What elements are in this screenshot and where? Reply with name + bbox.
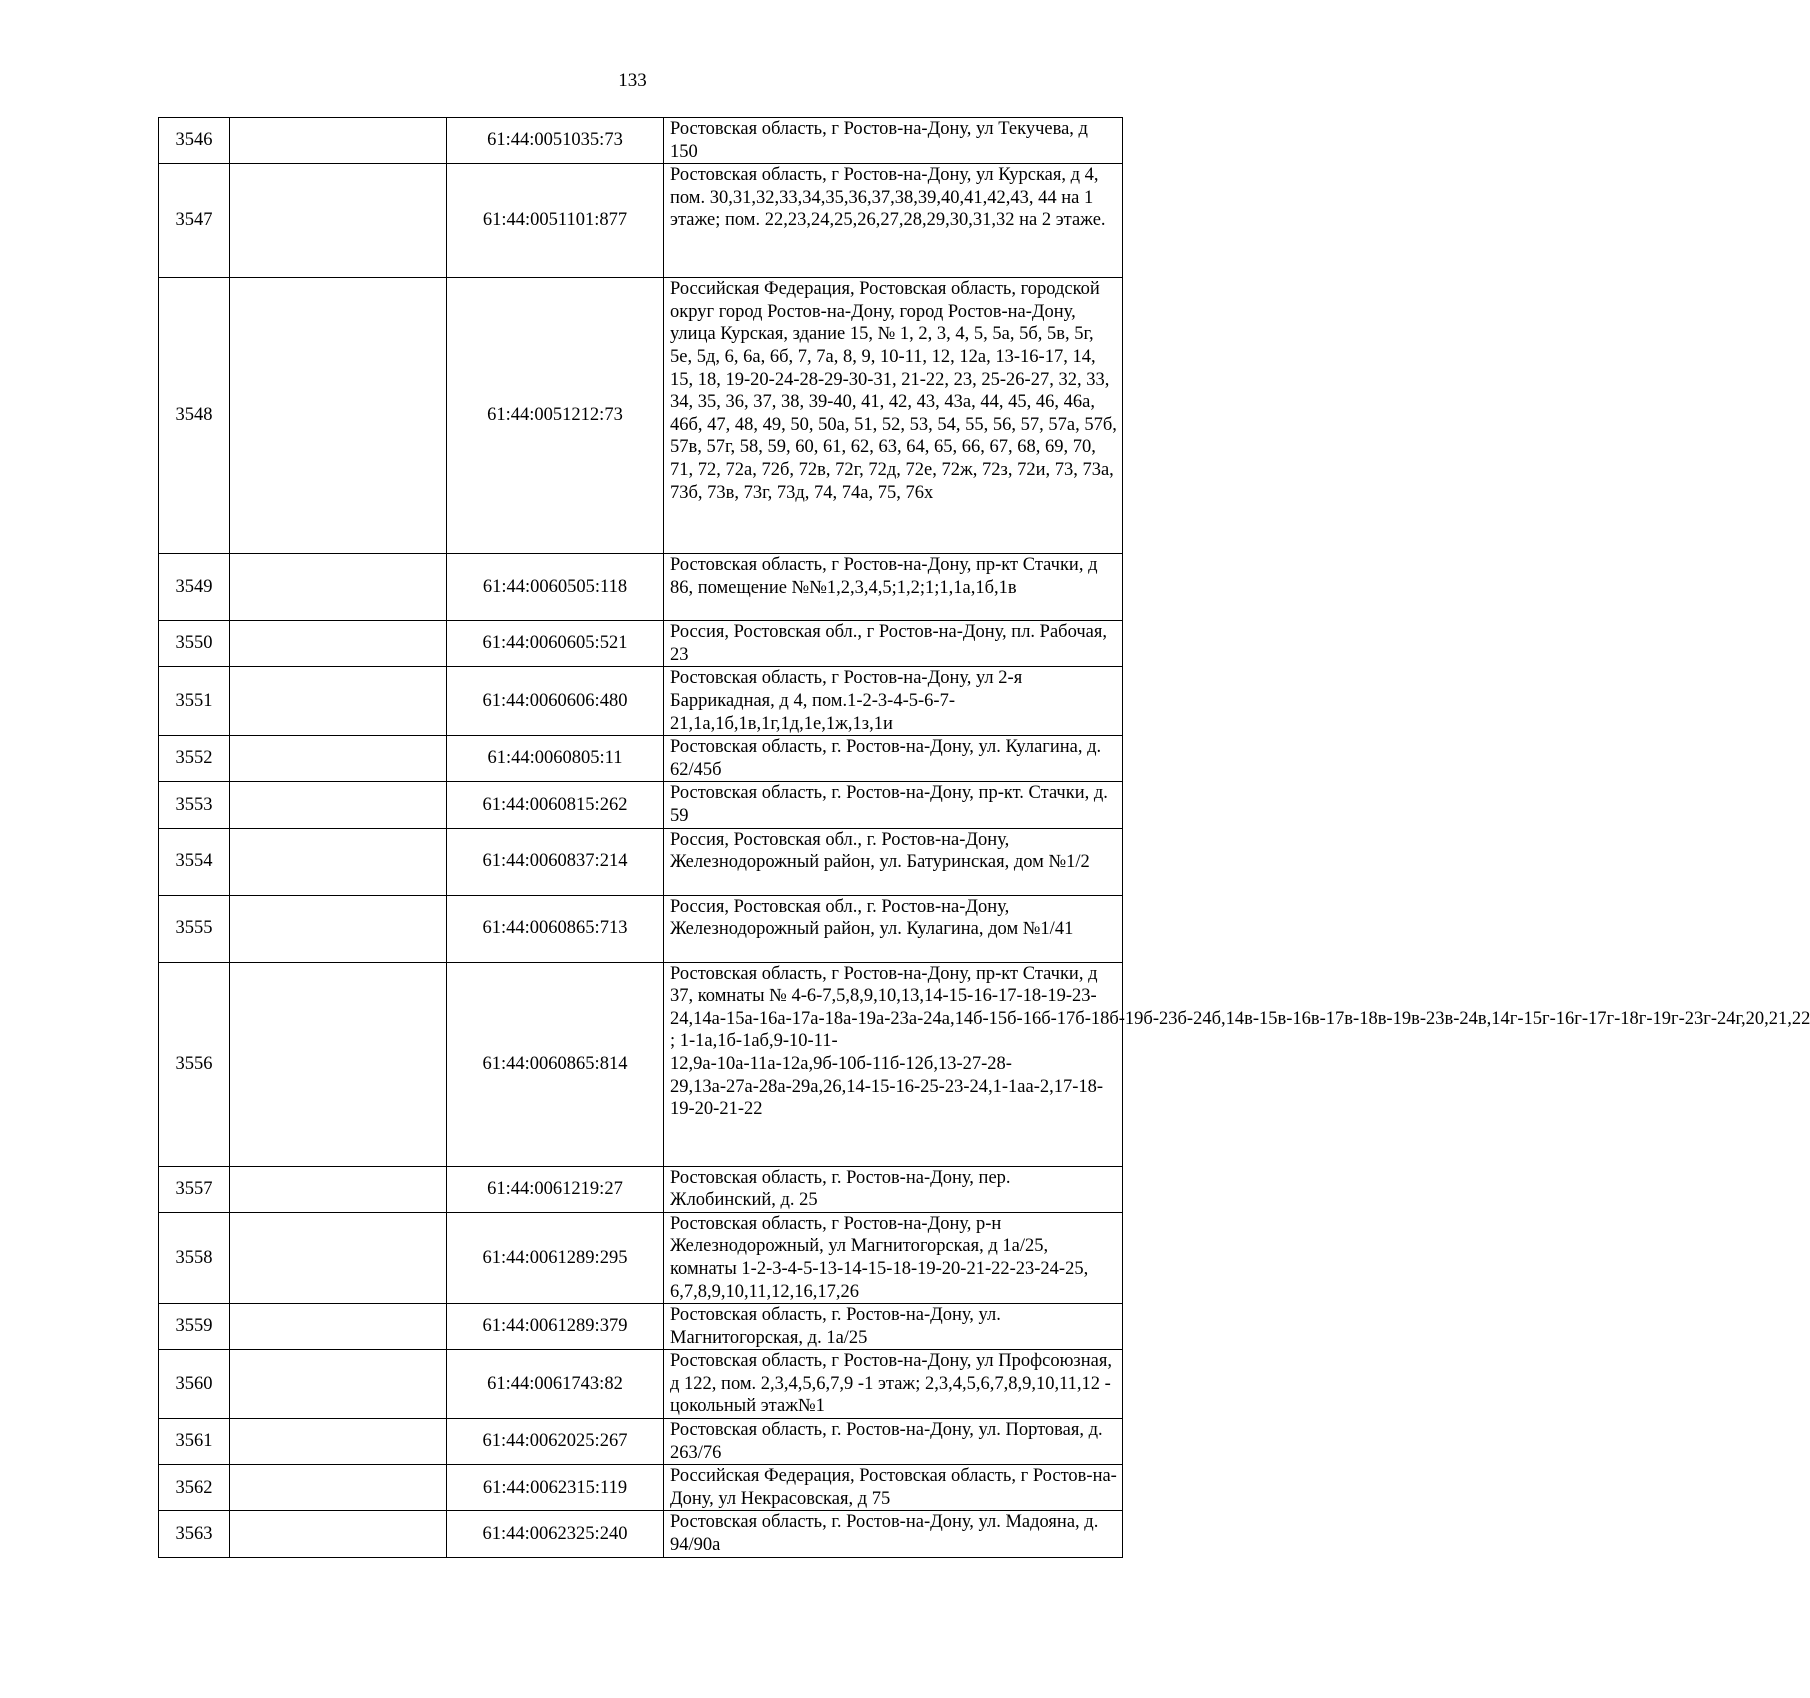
table-row <box>159 1212 1123 1303</box>
cadastral-number-cell: 61:44:0060605:521 <box>447 621 664 667</box>
address-cell: Ростовская область, г. Ростов-на-Дону, ул. Портовая, д. 263/76 <box>664 1419 1123 1465</box>
owner-cell <box>230 1212 447 1303</box>
owner-cell <box>230 828 447 895</box>
address-cell: Ростовская область, г. Ростов-на-Дону, ул. Кулагина, д. 62/45б <box>664 736 1123 782</box>
row-number-cell: 3562 <box>159 1465 230 1511</box>
table-row <box>159 667 1123 736</box>
address-cell: Ростовская область, г. Ростов-на-Дону, ул. Мадояна, д. 94/90а <box>664 1511 1123 1557</box>
address-cell: Ростовская область, г. Ростов-на-Дону, пр-кт. Стачки, д. 59 <box>664 782 1123 828</box>
address-cell: Россия, Ростовская обл., г. Ростов-на-Дону, Железнодорожный район, ул. Кулагина, дом №1/41 <box>664 895 1123 962</box>
address-cell: Ростовская область, г Ростов-на-Дону, ул Текучева, д 150 <box>664 118 1123 164</box>
table-row <box>159 895 1123 962</box>
cadastral-number-cell: 61:44:0062325:240 <box>447 1511 664 1557</box>
row-number-cell: 3548 <box>159 278 230 554</box>
row-number-cell: 3559 <box>159 1304 230 1350</box>
row-number-cell: 3546 <box>159 118 230 164</box>
row-number-cell: 3549 <box>159 554 230 621</box>
table-row <box>159 164 1123 278</box>
table-row <box>159 554 1123 621</box>
page-number: 133 <box>618 70 647 91</box>
owner-cell <box>230 1419 447 1465</box>
table-row <box>159 736 1123 782</box>
cadastral-number-cell: 61:44:0062025:267 <box>447 1419 664 1465</box>
row-number-cell: 3550 <box>159 621 230 667</box>
owner-cell <box>230 895 447 962</box>
row-number-cell: 3547 <box>159 164 230 278</box>
cadastral-number-cell: 61:44:0060837:214 <box>447 828 664 895</box>
row-number-cell: 3554 <box>159 828 230 895</box>
row-number-cell: 3557 <box>159 1166 230 1212</box>
table-row <box>159 118 1123 164</box>
owner-cell <box>230 1465 447 1511</box>
address-cell: Россия, Ростовская обл., г Ростов-на-Дону, пл. Рабочая, 23 <box>664 621 1123 667</box>
owner-cell <box>230 1511 447 1557</box>
owner-cell <box>230 1304 447 1350</box>
cadastral-number-cell: 61:44:0060815:262 <box>447 782 664 828</box>
registry-table <box>158 117 1810 1558</box>
table-row <box>159 1350 1123 1419</box>
owner-cell <box>230 1166 447 1212</box>
table-row <box>159 278 1123 554</box>
row-number-cell: 3552 <box>159 736 230 782</box>
address-cell: Российская Федерация, Ростовская область, городской округ город Ростов-на-Дону, город Ростов-на-Дону, улица Курская, здание 15, № 1, 2, 3, 4, 5, 5а, 5б, 5в, 5г, 5е, 5д, 6, 6а, 6б, 7, 7а, 8, 9, 10-11, 12, 12а, 13-16-17, 14, 15, 18, 19-20-24-28-29-30-31, 21-22, 23, 25-26-27, 32, 33, 34, 35, 36, 37, 38, 39-40, 41, 42, 43, 43а, 44, 45, 46, 46а, 46б, 47, 48, 49, 50, 50а, 51, 52, 53, 54, 55, 56, 57, 57а, 57б, 57в, 57г, 58, 59, 60, 61, 62, 63, 64, 65, 66, 67, 68, 69, 70, 71, 72, 72а, 72б, 72в, 72г, 72д, 72е, 72ж, 72з, 72и, 73, 73а, 73б, 73в, 73г, 73д, 74, 74а, 75, 76х <box>664 278 1123 554</box>
address-cell: Ростовская область, г. Ростов-на-Дону, ул. Магнитогорская, д. 1а/25 <box>664 1304 1123 1350</box>
row-number-cell: 3563 <box>159 1511 230 1557</box>
cadastral-number-cell: 61:44:0061289:295 <box>447 1212 664 1303</box>
address-cell: Ростовская область, г Ростов-на-Дону, пр-кт Стачки, д 86, помещение №№1,2,3,4,5;1,2;1;1,1а,1б,1в <box>664 554 1123 621</box>
table-row <box>159 962 1123 1166</box>
owner-cell <box>230 736 447 782</box>
row-number-cell: 3553 <box>159 782 230 828</box>
owner-cell <box>230 621 447 667</box>
address-cell: Ростовская область, г Ростов-на-Дону, р-н Железнодорожный, ул Магнитогорская, д 1а/25, комнаты 1-2-3-4-5-13-14-15-18-19-20-21-22-23-24-25, 6,7,8,9,10,11,12,16,17,26 <box>664 1212 1123 1303</box>
cadastral-number-cell: 61:44:0051101:877 <box>447 164 664 278</box>
owner-cell <box>230 164 447 278</box>
address-cell: Ростовская область, г Ростов-на-Дону, ул 2-я Баррикадная, д 4, пом.1-2-3-4-5-6-7-21,1а,1б,1в,1г,1д,1е,1ж,1з,1и <box>664 667 1123 736</box>
table-row <box>159 1465 1123 1511</box>
cadastral-number-cell: 61:44:0060505:118 <box>447 554 664 621</box>
address-cell: Ростовская область, г Ростов-на-Дону, ул Курская, д 4, пом. 30,31,32,33,34,35,36,37,38,39,40,41,42,43, 44 на 1 этаже; пом. 22,23,24,25,26,27,28,29,30,31,32 на 2 этаже. <box>664 164 1123 278</box>
table-row <box>159 782 1123 828</box>
cadastral-number-cell: 61:44:0062315:119 <box>447 1465 664 1511</box>
table-row <box>159 1419 1123 1465</box>
table-row <box>159 1511 1123 1557</box>
owner-cell <box>230 667 447 736</box>
cadastral-number-cell: 61:44:0051035:73 <box>447 118 664 164</box>
owner-cell <box>230 278 447 554</box>
address-cell: Российская Федерация, Ростовская область, г Ростов-на-Дону, ул Некрасовская, д 75 <box>664 1465 1123 1511</box>
row-number-cell: 3551 <box>159 667 230 736</box>
owner-cell <box>230 118 447 164</box>
cadastral-number-cell: 61:44:0060606:480 <box>447 667 664 736</box>
table-row <box>159 1166 1123 1212</box>
owner-cell <box>230 554 447 621</box>
row-number-cell: 3561 <box>159 1419 230 1465</box>
owner-cell <box>230 1350 447 1419</box>
cadastral-number-cell: 61:44:0061743:82 <box>447 1350 664 1419</box>
address-cell: Ростовская область, г Ростов-на-Дону, пр-кт Стачки, д 37, комнаты № 4-6-7,5,8,9,10,13,14-15-16-17-18-19-23-24,14а-15а-16а-17а-18а-19а-23а-24а,14б-15б-16б-17б-18б-19б-23б-24б,14в-15в-16в-17в-18в-19в-23в-24в,14г-15г-16г-17г-18г-19г-23г-24г,20,21,22 ; 1-1а,1б-1аб,9-10-11-12,9а-10а-11а-12а,9б-10б-11б-12б,13-27-28-29,13а-27а-28а-29а,26,14-15-16-25-23-24,1-1аа-2,17-18-19-20-21-22 <box>664 962 1123 1166</box>
cadastral-number-cell: 61:44:0060865:713 <box>447 895 664 962</box>
row-number-cell: 3560 <box>159 1350 230 1419</box>
table-row <box>159 828 1123 895</box>
row-number-cell: 3558 <box>159 1212 230 1303</box>
registry-table-body <box>159 118 1810 1558</box>
cadastral-number-cell: 61:44:0051212:73 <box>447 278 664 554</box>
address-cell: Ростовская область, г Ростов-на-Дону, ул Профсоюзная, д 122, пом. 2,3,4,5,6,7,9 -1 этаж; 2,3,4,5,6,7,8,9,10,11,12 - цокольный этаж№1 <box>664 1350 1123 1419</box>
cadastral-number-cell: 61:44:0061289:379 <box>447 1304 664 1350</box>
table-row <box>159 1304 1123 1350</box>
cadastral-number-cell: 61:44:0060805:11 <box>447 736 664 782</box>
owner-cell <box>230 962 447 1166</box>
address-cell: Ростовская область, г. Ростов-на-Дону, пер. Жлобинский, д. 25 <box>664 1166 1123 1212</box>
cadastral-number-cell: 61:44:0061219:27 <box>447 1166 664 1212</box>
row-number-cell: 3556 <box>159 962 230 1166</box>
address-cell: Россия, Ростовская обл., г. Ростов-на-Дону, Железнодорожный район, ул. Батуринская, дом №1/2 <box>664 828 1123 895</box>
owner-cell <box>230 782 447 828</box>
row-number-cell: 3555 <box>159 895 230 962</box>
cadastral-number-cell: 61:44:0060865:814 <box>447 962 664 1166</box>
table-row <box>159 621 1123 667</box>
